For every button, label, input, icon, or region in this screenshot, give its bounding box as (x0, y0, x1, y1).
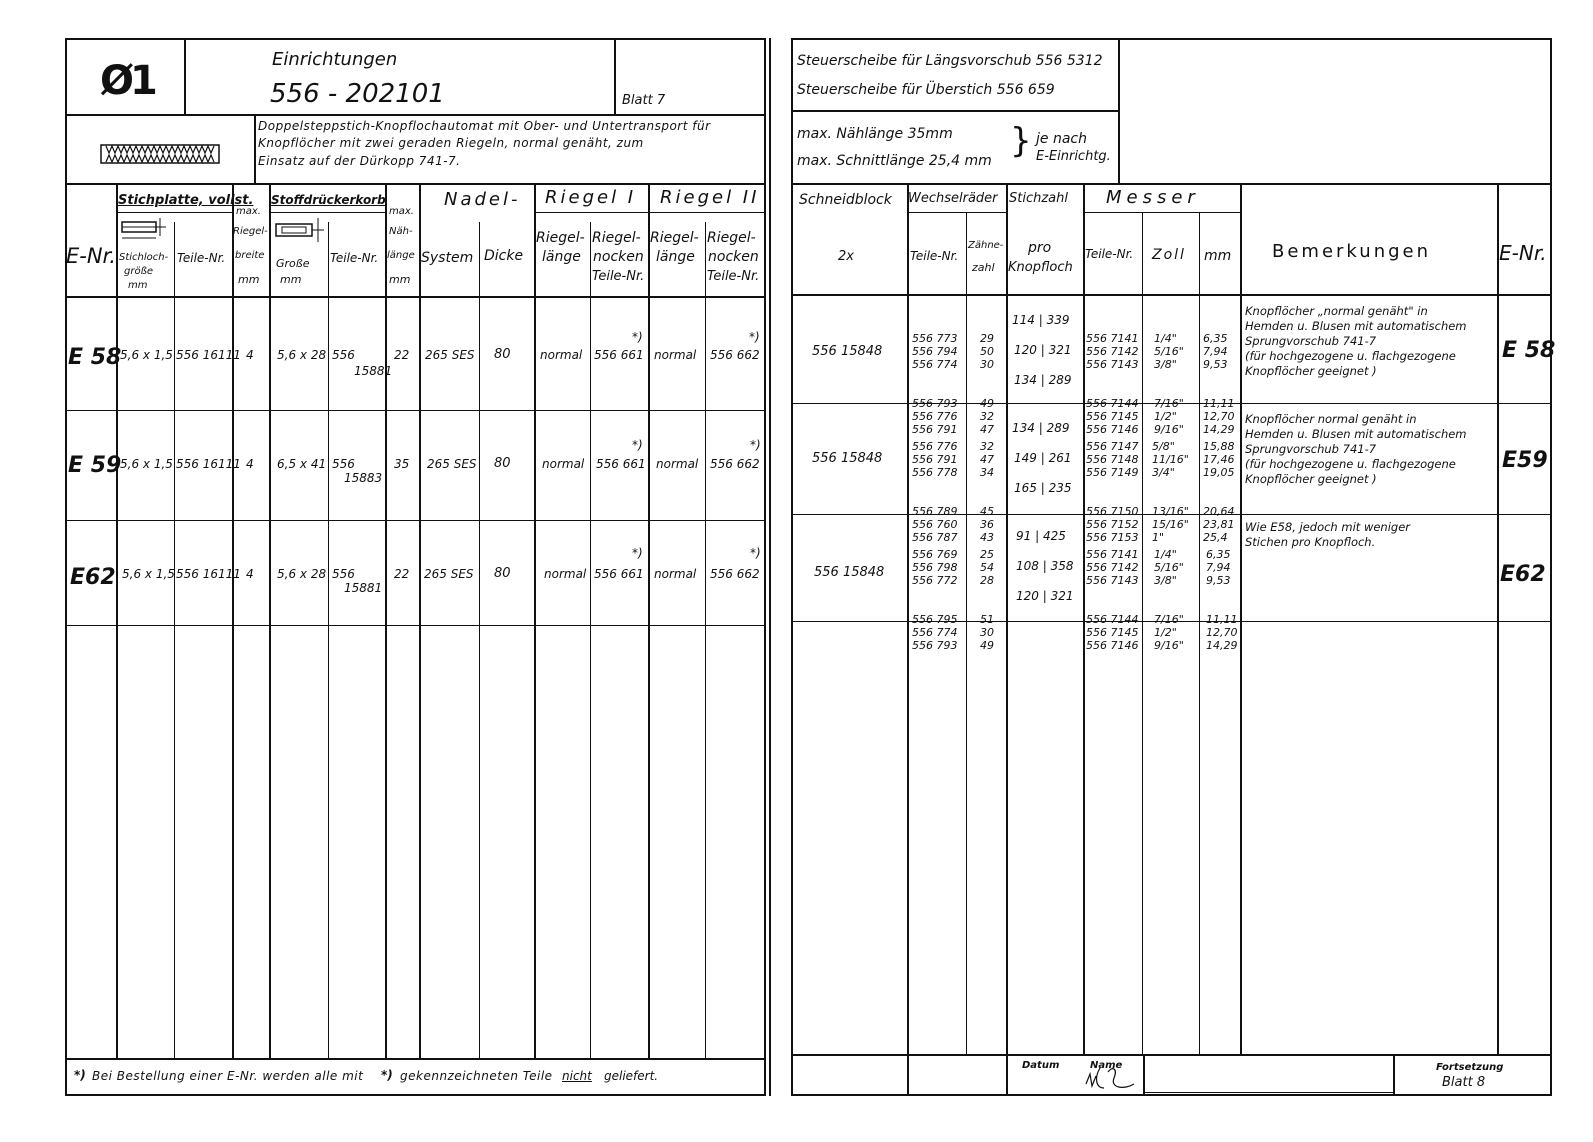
e-einrichtung: E-Einrichtg. (1036, 149, 1111, 164)
col-mm-5: mm (1204, 248, 1232, 264)
row-e59-stich-3: 165 | 235 (1014, 481, 1072, 495)
col-max-1: max. (236, 206, 261, 217)
col-r1-laenge-b: länge (542, 249, 581, 265)
row-e59-r2-nocken: 556 662 (710, 457, 760, 471)
row-e59-system: 265 SES (427, 457, 477, 471)
row-e59-bemerkungen: Knopflöcher normal genäht in Hemden u. Blusen mit automatischem Sprungvorschub 741-7 (für hochgezogene u. flachgezogene Knopflöcher geeignet ) (1245, 412, 1467, 486)
row-e58-korb-teile-1: 556 (332, 348, 355, 362)
col-groesse: größe (124, 266, 154, 277)
footer-note-end: geliefert. (604, 1069, 659, 1083)
signature-icon (1084, 1064, 1140, 1094)
je-nach: je nach (1036, 131, 1087, 147)
row-e59-korb-teile-1: 556 (332, 457, 355, 471)
col-zahl: zahl (972, 261, 995, 274)
col-stichzahl: Stichzahl (1009, 191, 1068, 206)
row-e62-system: 265 SES (424, 567, 474, 581)
footer-datum: Datum (1022, 1060, 1060, 1071)
footer-note-middle: gekennzeichneten Teile (400, 1069, 553, 1083)
row-e58-r2-laenge: normal (654, 348, 697, 362)
brace-icon: } (1010, 121, 1032, 161)
col-stichplatte: Stichplatte, vollst. (118, 193, 254, 208)
description-line-3: Einsatz auf der Dürkopp 741-7. (258, 154, 461, 168)
col-r2-laenge-b: länge (656, 249, 695, 265)
row-e62-teile: 556 16111 (176, 567, 241, 581)
row-e58-korb: 5,6 x 28 (277, 348, 327, 362)
col-stichloch: Stichloch- (119, 252, 169, 263)
row-e62-r2-laenge: normal (654, 567, 697, 581)
col-teile-nr-1: Teile-Nr. (177, 251, 226, 265)
col-mm-4: mm (389, 273, 411, 286)
col-r1-nocken-a: Riegel- (592, 230, 641, 246)
row-e58-enr-right: E 58 (1502, 338, 1556, 363)
row-e58-r2-nocken: 556 662 (710, 348, 760, 362)
col-wechselraeder: Wechselräder (908, 191, 998, 206)
zigzag-stitch-icon (100, 140, 222, 168)
col-max-2: max. (389, 206, 414, 217)
row-e62-stich-3: 120 | 321 (1016, 589, 1074, 603)
col-stoffdrueckerkorb: Stoffdrückerkorb (271, 193, 386, 207)
row-e62-enr-right: E62 (1500, 562, 1546, 587)
row-e58-teile: 556 16111 (176, 348, 241, 362)
col-riegel-1: Riegel I (545, 187, 637, 208)
row-e59-zoll: 5/8" 11/16" 3/4" 13/16" 15/16" 1" (1152, 440, 1189, 544)
row-e59-r2-laenge: normal (656, 457, 699, 471)
row-e58-m-teile: 556 7141 556 7142 556 7143 556 7144 556 7145 556 7146 (1086, 332, 1139, 436)
col-mm-1: mm (128, 280, 148, 291)
row-e59-naeh: 35 (394, 457, 410, 471)
col-schneidblock: Schneidblock (799, 192, 892, 208)
row-e62-stichloch: 5,6 x 1,5 (122, 567, 175, 581)
description-line-2: Knopflöcher mit zwei geraden Riegeln, normal genäht, zum (258, 136, 644, 150)
row-e62-breite: 4 (246, 567, 254, 581)
row-e62-schneidblock: 556 15848 (814, 565, 885, 580)
col-r2-nocken-c: Teile-Nr. (707, 269, 760, 284)
col-pro: pro (1028, 240, 1052, 256)
row-e59-r1-star: *) (632, 438, 643, 452)
row-e59-enr-right: E59 (1502, 448, 1548, 473)
col-nadel: Nadel- (444, 189, 521, 210)
document-number: 556 - 202101 (270, 79, 445, 109)
description-line-1: Doppelsteppstich-Knopflochautomat mit Ober- und Untertransport für (258, 119, 711, 133)
col-dicke: Dicke (484, 248, 524, 264)
row-e58-schneidblock: 556 15848 (812, 344, 883, 359)
sheet-number: Blatt 7 (622, 93, 666, 108)
row-e62-stich-1: 91 | 425 (1016, 529, 1066, 543)
col-messer: Messer (1106, 187, 1200, 208)
footer-fortsetzung: Fortsetzung (1436, 1062, 1504, 1073)
row-e58-r1-nocken: 556 661 (594, 348, 644, 362)
row-e59-teile: 556 16111 (176, 457, 241, 471)
footer-note-prefix: Bei Bestellung einer E-Nr. werden alle mit (92, 1069, 364, 1083)
row-e62-wr-zahl: 25 54 28 51 30 49 (980, 548, 994, 652)
row-e62-r1-star: *) (632, 546, 643, 560)
row-e62-korb-teile-2: 15881 (344, 581, 383, 595)
max-schnittlaenge: max. Schnittlänge 25,4 mm (797, 153, 992, 169)
row-e58-naeh: 22 (394, 348, 410, 362)
col-grosse: Große (276, 257, 310, 270)
col-naeh: Näh- (389, 226, 413, 237)
col-r2-laenge-a: Riegel- (650, 230, 699, 246)
row-e62-zoll: 1/4" 5/16" 3/8" 7/16" 1/2" 9/16" (1154, 548, 1184, 652)
footer-name: Name (1090, 1060, 1123, 1071)
col-enr: E-Nr. (66, 244, 116, 268)
row-e62-bemerkungen: Wie E58, jedoch mit weniger Stichen pro Knopfloch. (1245, 520, 1411, 549)
col-r2-nocken-a: Riegel- (707, 230, 756, 246)
row-e59-stich-2: 149 | 261 (1014, 451, 1072, 465)
row-e59-enr: E 59 (68, 453, 122, 478)
row-e62-mm: 6,35 7,94 9,53 11,11 12,70 14,29 (1206, 548, 1238, 652)
row-e59-wr-zahl: 32 47 34 45 36 43 (980, 440, 994, 544)
stichplatte-dimension-icon (120, 216, 170, 242)
col-riegel-breite-1: Riegel- (233, 226, 268, 237)
footer-star-1: *) (74, 1068, 86, 1082)
footer-star-2: *) (381, 1068, 393, 1082)
row-e62-r2-star: *) (750, 546, 761, 560)
col-zaehne: Zähne- (968, 240, 1004, 251)
row-e62-r1-nocken: 556 661 (594, 567, 644, 581)
row-e59-stichloch: 5,6 x 1,5 (120, 457, 173, 471)
row-e62-dicke: 80 (494, 566, 511, 581)
row-e58-mm: 6,35 7,94 9,53 11,11 12,70 14,29 (1203, 332, 1235, 436)
row-e59-breite: 4 (246, 457, 254, 471)
row-e62-stich-2: 108 | 358 (1016, 559, 1074, 573)
row-e59-mm: 15,88 17,46 19,05 20,64 23,81 25,4 (1203, 440, 1235, 544)
row-e58-wr-zahl: 29 50 30 49 32 47 (980, 332, 994, 436)
row-e62-m-teile: 556 7141 556 7142 556 7143 556 7144 556 7145 556 7146 (1086, 548, 1139, 652)
row-e62-r2-nocken: 556 662 (710, 567, 760, 581)
row-e62-naeh: 22 (394, 567, 410, 581)
footer-blatt: Blatt 8 (1442, 1075, 1486, 1090)
row-e58-bemerkungen: Knopflöcher „normal genäht" in Hemden u. Blusen mit automatischem Sprungvorschub 741-7 (für hochgezogene u. flachgezogene Knopflöcher geeignet ) (1245, 304, 1467, 378)
row-e62-wr-teile: 556 769 556 798 556 772 556 795 556 774 556 793 (912, 548, 958, 652)
max-naehlaenge: max. Nählänge 35mm (797, 126, 953, 142)
row-e58-stich-3: 134 | 289 (1014, 373, 1072, 387)
row-e62-enr: E62 (70, 565, 116, 590)
col-m-teile: Teile-Nr. (1085, 247, 1134, 261)
row-e59-r2-star: *) (750, 438, 761, 452)
row-e58-zoll: 1/4" 5/16" 3/8" 7/16" 1/2" 9/16" (1154, 332, 1184, 436)
steuerscheibe-ueberstich: Steuerscheibe für Überstich 556 659 (797, 82, 1055, 98)
row-e58-korb-teile-2: 15881 (354, 364, 393, 378)
row-e59-schneidblock: 556 15848 (812, 451, 883, 466)
row-e58-r1-star: *) (632, 330, 643, 344)
company-logo: Ø1 (100, 58, 154, 104)
row-e58-wr-teile: 556 773 556 794 556 774 556 793 556 776 556 791 (912, 332, 958, 436)
col-wr-teile: Teile-Nr. (910, 249, 959, 263)
row-e59-korb: 6,5 x 41 (277, 457, 327, 471)
row-e59-m-teile: 556 7147 556 7148 556 7149 556 7150 556 7152 556 7153 (1086, 440, 1139, 544)
row-e59-r1-nocken: 556 661 (596, 457, 646, 471)
col-r1-nocken-c: Teile-Nr. (592, 269, 645, 284)
col-naeh-laenge: länge (387, 250, 415, 261)
row-e59-stich-1: 134 | 289 (1012, 421, 1070, 435)
row-e62-korb-teile-1: 556 (332, 567, 355, 581)
col-enr-right: E-Nr. (1499, 241, 1547, 265)
row-e58-stichloch: 5,6 x 1,5 (120, 348, 173, 362)
col-zoll: Zoll (1152, 247, 1186, 263)
row-e59-korb-teile-2: 15883 (344, 471, 383, 485)
col-r2-nocken-b: nocken (708, 249, 759, 265)
row-e62-korb: 5,6 x 28 (277, 567, 327, 581)
col-2x: 2x (838, 249, 854, 264)
page-title: Einrichtungen (272, 49, 398, 70)
col-r1-nocken-b: nocken (593, 249, 644, 265)
row-e62-r1-laenge: normal (544, 567, 587, 581)
col-bemerkungen: Bemerkungen (1272, 241, 1432, 262)
row-e58-stich-1: 114 | 339 (1012, 313, 1070, 327)
row-e59-wr-teile: 556 776 556 791 556 778 556 789 556 760 556 787 (912, 440, 958, 544)
row-e59-dicke: 80 (494, 456, 511, 471)
col-r1-laenge-a: Riegel- (536, 230, 585, 246)
row-e58-r1-laenge: normal (540, 348, 583, 362)
row-e58-r2-star: *) (749, 330, 760, 344)
col-system: System (421, 250, 474, 266)
row-e58-stich-2: 120 | 321 (1014, 343, 1072, 357)
row-e58-breite: 4 (246, 348, 254, 362)
col-riegel-2: Riegel II (660, 187, 760, 208)
center-gutter-line (769, 38, 771, 1096)
row-e59-r1-laenge: normal (542, 457, 585, 471)
col-mm-2: mm (238, 273, 260, 286)
col-riegel-breite-2: breite (235, 250, 265, 261)
stoffdrueckerkorb-dimension-icon (274, 216, 326, 246)
row-e58-enr: E 58 (68, 345, 122, 370)
col-mm-3: mm (280, 273, 302, 286)
row-e58-system: 265 SES (425, 348, 475, 362)
col-teile-nr-2: Teile-Nr. (330, 251, 379, 265)
steuerscheibe-laengsvorschub: Steuerscheibe für Längsvorschub 556 5312 (797, 53, 1103, 69)
col-knopfloch: Knopfloch (1008, 260, 1073, 275)
row-e58-dicke: 80 (494, 347, 511, 362)
footer-note-nicht: nicht (562, 1069, 592, 1083)
